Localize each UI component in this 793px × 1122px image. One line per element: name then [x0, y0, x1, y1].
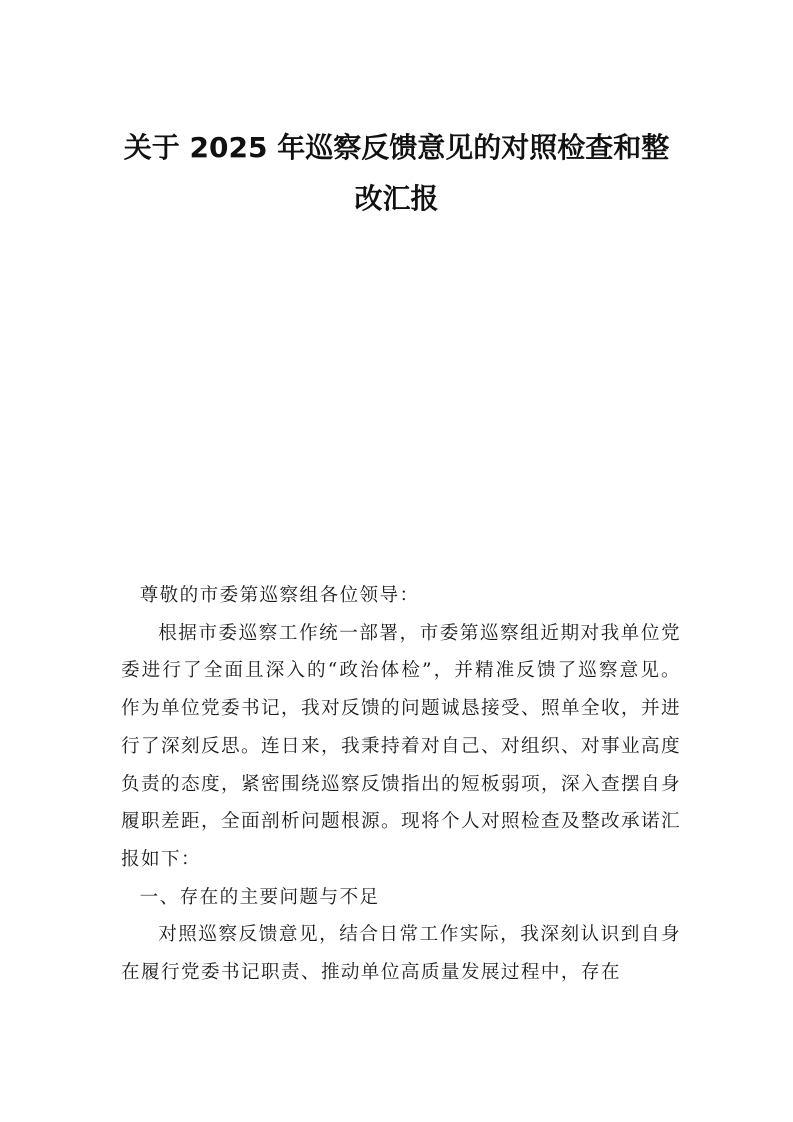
body-paragraph-1: 根据市委巡察工作统一部署，市委第巡察组近期对我单位党委进行了全面且深入的“政治体检”，并精准反馈了巡察意见。作为单位党委书记，我对反馈的问题诚恳接受、照单全收，并进行了深刻反思。连日来，我秉持着对自己、对组织、对事业高度负责的态度，紧密围绕巡察反馈指出的短板弱项，深入查摆自身履职差距，全面剖析问题根源。现将个人对照检查及整改承诺汇报如下：: [121, 622, 681, 870]
greeting: 尊敬的市委第巡察组各位领导：: [139, 585, 420, 606]
document-body: [121, 577, 681, 992]
document-title-line-1: 关于 2025 年巡察反馈意见的对照检查和整: [123, 131, 670, 164]
body-paragraph-2: 对照巡察反馈意见，结合日常工作实际，我深刻认识到自身在履行党委书记职责、推动单位高质量发展过程中，存在: [121, 924, 681, 984]
document-title-line-2: 改汇报: [354, 182, 439, 215]
document-title: [100, 122, 693, 224]
section-heading-1: 一、存在的主要问题与不足: [139, 886, 380, 908]
